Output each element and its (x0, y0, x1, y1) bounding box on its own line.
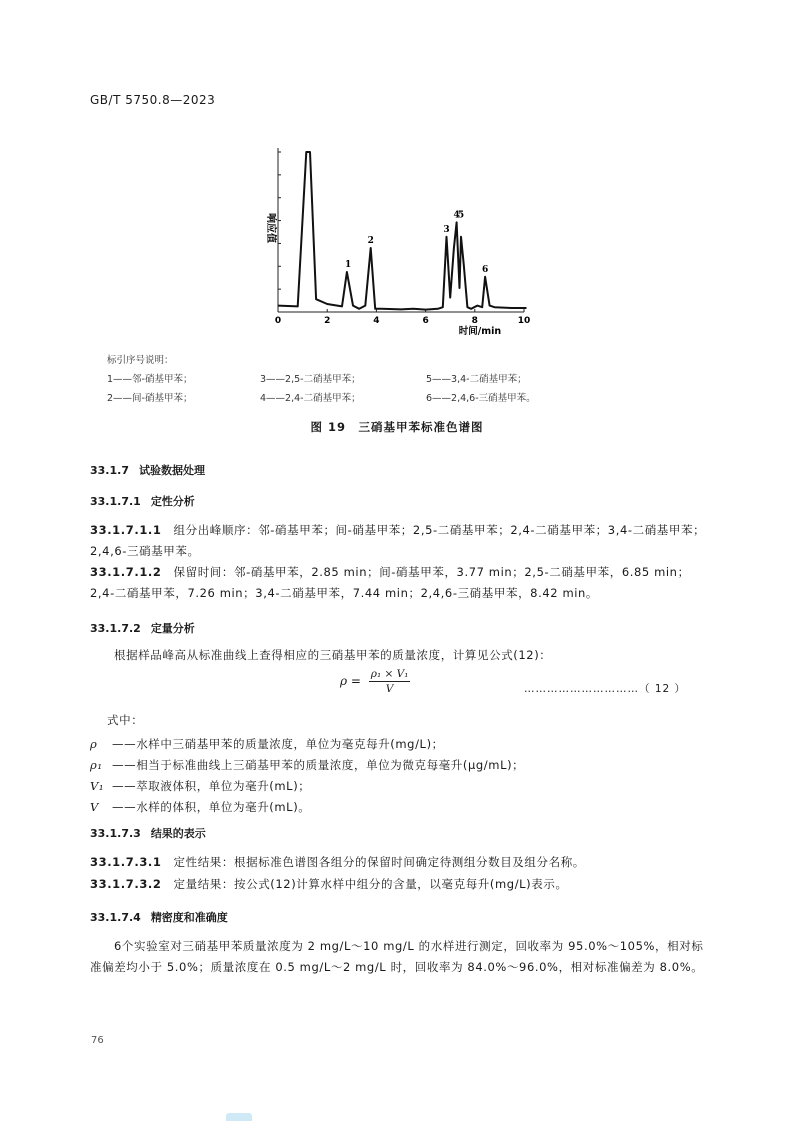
y-axis-label: 响应值 (265, 213, 276, 243)
legend-item: 5——3,4-二硝基甲苯； (426, 374, 527, 385)
x-tick-label: 4 (373, 316, 380, 326)
peak-label: 2 (367, 236, 374, 246)
section-number: 33.1.7.2 (90, 622, 141, 635)
section-number: 33.1.7.3 (90, 827, 141, 840)
standard-code: GB/T 5750.8—2023 (90, 93, 216, 107)
x-tick-label: 10 (517, 316, 531, 326)
variable-definition (90, 778, 310, 794)
legend-item: 2——间-硝基甲苯； (107, 393, 193, 404)
paragraph (90, 936, 710, 978)
legend-item: 6——2,4,6-三硝基甲苯。 (426, 393, 536, 404)
figure-caption: 图 19 三硝基甲苯标准色谱图 (310, 420, 484, 434)
paragraph (90, 520, 710, 562)
variable-symbol: V (90, 800, 99, 814)
variable-definition (90, 799, 310, 815)
paragraph (90, 852, 710, 873)
section-number: 33.1.7 (90, 464, 129, 477)
legend-item: 4——2,4-二硝基甲苯； (260, 393, 361, 404)
section-number: 33.1.7.4 (90, 911, 141, 924)
chromatogram-chart (250, 140, 540, 340)
section-number: 33.1.7.1 (90, 495, 141, 508)
where-label: 式中： (107, 713, 144, 727)
paragraph-text: 定性结果：根据标准色谱图各组分的保留时间确定待测组分数目及组分名称。 (173, 855, 585, 869)
section-heading (90, 825, 206, 841)
section-title: 试验数据处理 (138, 464, 205, 477)
section-title: 结果的表示 (150, 827, 206, 840)
formula-lhs: ρ = (340, 674, 361, 688)
variable-definition (90, 736, 444, 752)
paragraph-text: 定量结果：按公式(12)计算水样中组分的含量，以毫克每升(mg/L)表示。 (173, 877, 568, 891)
equation-number: …………………………（ 12 ） (524, 683, 687, 695)
paragraph-text: 6个实验室对三硝基甲苯质量浓度为 2 mg/L～10 mg/L 的水样进行测定，回收率为 95.0%～105%，相对标准偏差均小于 5.0%；质量浓度在 0.5 mg/L～2 mg/L 时，回收率为 84.0%～96.0%，相对标准偏差为 8.0%。 (90, 939, 704, 974)
peak-label: 1 (344, 260, 352, 270)
clause-number: 33.1.7.3.2 (90, 877, 162, 891)
variable-definition (90, 757, 524, 773)
paragraph-text: 根据样品峰高从标准曲线上查得相应的三硝基甲苯的质量浓度，计算见公式(12)： (114, 648, 552, 662)
paragraph (114, 645, 714, 666)
section-title: 精密度和准确度 (150, 911, 228, 924)
x-tick-label: 8 (471, 316, 478, 326)
peak-label: 5 (457, 210, 465, 221)
formula-fraction (369, 668, 411, 695)
section-heading (90, 909, 228, 925)
x-tick-label: 0 (274, 316, 282, 326)
x-axis-label: 时间/min (458, 326, 502, 337)
section-title: 定性分析 (150, 495, 195, 508)
legend-item: 1——邻-硝基甲苯； (107, 374, 193, 385)
chromatogram-trace (278, 152, 527, 310)
section-heading (90, 620, 195, 636)
peak-label: 3 (443, 224, 450, 235)
variable-description: ——萃取液体积，单位为毫升(mL)； (112, 779, 311, 793)
section-heading (90, 462, 205, 478)
variable-symbol: ρ (90, 737, 98, 751)
legend-title: 标引序号说明： (107, 355, 174, 366)
page-number: 76 (91, 1035, 104, 1046)
paragraph-text: 保留时间：邻-硝基甲苯，2.85 min；间-硝基甲苯，3.77 min；2,5-二硝基甲苯，6.85 min；2,4-二硝基甲苯，7.26 min；3,4-二硝基甲苯，7.44 min；2,4,6-三硝基甲苯，8.42 min。 (90, 565, 690, 600)
section-title: 定量分析 (150, 622, 195, 635)
paragraph (90, 874, 710, 895)
variable-description: ——相当于标准曲线上三硝基甲苯的质量浓度，单位为微克每毫升(μg/mL)； (112, 758, 525, 772)
section-heading (90, 493, 195, 509)
variable-symbol: V₁ (90, 779, 105, 793)
variable-symbol: ρ₁ (90, 758, 103, 772)
clause-number: 33.1.7.3.1 (90, 855, 162, 869)
formula-denominator: V (385, 683, 394, 695)
variable-description: ——水样的体积，单位为毫升(mL)。 (112, 800, 311, 814)
document-header (90, 93, 215, 107)
x-tick-label: 6 (422, 316, 429, 326)
paragraph (90, 562, 710, 604)
paragraph-text: 组分出峰顺序：邻-硝基甲苯；间-硝基甲苯；2,5-二硝基甲苯；2,4-二硝基甲苯；3,4-二硝基甲苯；2,4,6-三硝基甲苯。 (90, 523, 706, 558)
watermark-stamp (226, 1113, 252, 1121)
clause-number: 33.1.7.1.1 (90, 523, 162, 537)
formula (340, 668, 410, 695)
formula-numerator: ρ₁ × V₁ (370, 668, 409, 680)
variable-description: ——水样中三硝基甲苯的质量浓度，单位为毫克每升(mg/L)； (112, 737, 444, 751)
peak-label: 6 (481, 264, 489, 275)
legend-item: 3——2,5-二硝基甲苯； (260, 374, 361, 385)
x-tick-label: 2 (324, 316, 331, 326)
clause-number: 33.1.7.1.2 (90, 565, 162, 579)
peak-label: 4 (453, 210, 460, 221)
